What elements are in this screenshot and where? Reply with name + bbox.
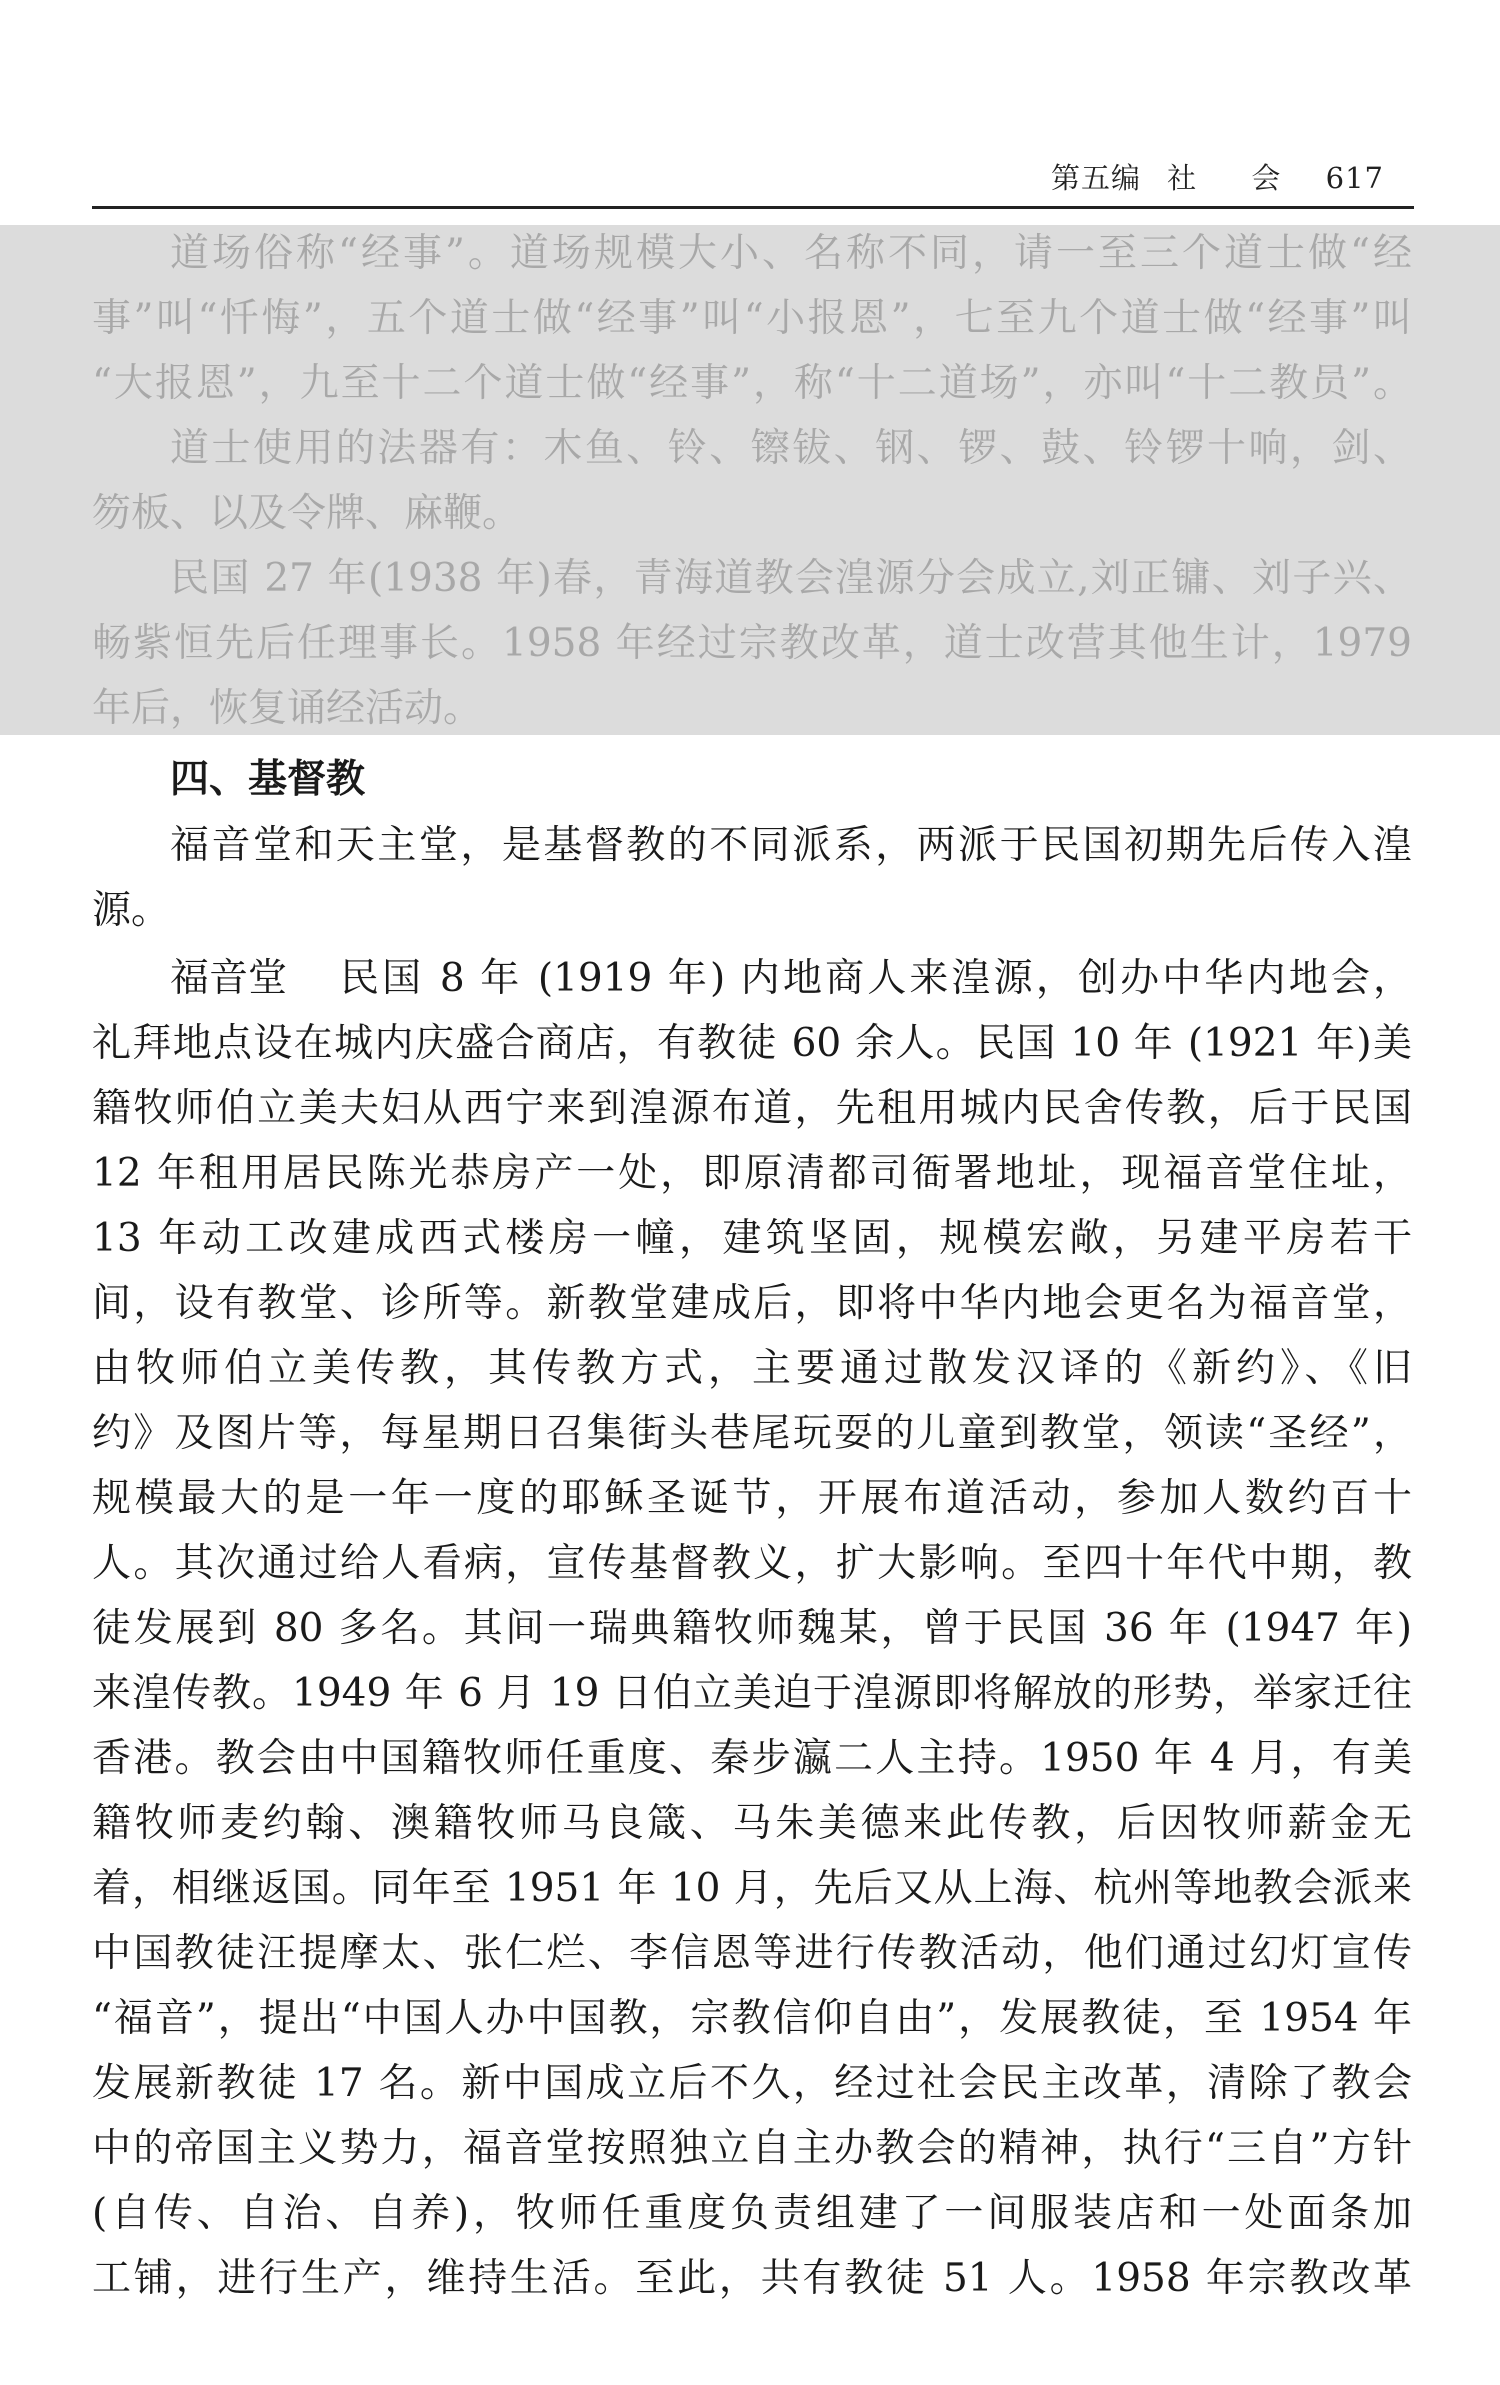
fuyintang-label: 福音堂 xyxy=(170,956,288,1001)
fuyintang-line-19: 中的帝国主义势力，福音堂按照独立自主办教会的精神，执行“三自”方针 xyxy=(92,2126,1412,2171)
intro-line-1: 福音堂和天主堂，是基督教的不同派系，两派于民国初期先后传入湟 xyxy=(170,823,1412,868)
fuyintang-line-4: 12 年租用居民陈光恭房产一处，即原清都司衙署地址，现福音堂住址， xyxy=(92,1151,1412,1196)
fuyintang-line-16: 中国教徒汪提摩太、张仁烂、李信恩等进行传教活动，他们通过幻灯宣传 xyxy=(92,1931,1412,1976)
fuyintang-line-5: 13 年动工改建成西式楼房一幢，建筑坚固，规模宏敞，另建平房若干 xyxy=(92,1216,1412,1261)
fuyintang-line-9: 规模最大的是一年一度的耶稣圣诞节，开展布道活动，参加人数约百十 xyxy=(92,1476,1412,1521)
fuyintang-first-line xyxy=(170,948,1412,1010)
daoism-line-5: 笏板、以及令牌、麻鞭。 xyxy=(92,491,522,536)
running-header xyxy=(92,150,1414,209)
daoism-line-7: 畅紫恒先后任理事长。1958 年经过宗教改革，道士改营其他生计，1979 xyxy=(92,621,1412,666)
daoism-line-2: 事”叫“忏悔”，五个道士做“经事”叫“小报恩”，七至九个道士做“经事”叫 xyxy=(92,296,1412,341)
fuyintang-line-13: 香港。教会由中国籍牧师任重度、秦步瀛二人主持。1950 年 4 月，有美 xyxy=(92,1736,1412,1781)
fuyintang-line-7: 由牧师伯立美传教，其传教方式，主要通过散发汉译的《新约》、《旧 xyxy=(92,1346,1412,1391)
header-text xyxy=(1035,156,1384,197)
fuyintang-line-14: 籍牧师麦约翰、澳籍牧师马良箴、马朱美德来此传教，后因牧师薪金无 xyxy=(92,1801,1412,1846)
daoism-line-3: “大报恩”，九至十二个道士做“经事”，称“十二道场”，亦叫“十二教员”。 xyxy=(92,361,1412,406)
daoism-line-4: 道士使用的法器有：木鱼、铃、镲钹、钢、锣、鼓、铃锣十响，剑、 xyxy=(170,426,1412,471)
fuyintang-line-12: 来湟传教。1949 年 6 月 19 日伯立美迫于湟源即将解放的形势，举家迁往 xyxy=(92,1671,1412,1716)
header-part: 第五编 xyxy=(1050,161,1141,195)
section-heading: 四、基督教 xyxy=(170,756,366,802)
fuyintang-line-6: 间，设有教堂、诊所等。新教堂建成后，即将中华内地会更名为福音堂， xyxy=(92,1281,1412,1326)
fuyintang-line-11: 徒发展到 80 多名。其间一瑞典籍牧师魏某，曾于民国 36 年 (1947 年) xyxy=(92,1606,1412,1651)
intro-line-2: 源。 xyxy=(92,888,171,933)
header-chapter-a: 社 xyxy=(1167,161,1198,195)
fuyintang-line-21: 工铺，进行生产，维持生活。至此，共有教徒 51 人。1958 年宗教改革 xyxy=(92,2256,1412,2301)
daoism-line-1: 道场俗称“经事”。道场规模大小、名称不同，请一至三个道士做“经 xyxy=(170,231,1412,276)
header-chapter-b: 会 xyxy=(1251,161,1282,195)
fuyintang-line-8: 约》及图片等，每星期日召集街头巷尾玩耍的儿童到教堂，领读“圣经”， xyxy=(92,1411,1412,1456)
fuyintang-line-1: 民国 8 年 (1919 年) 内地商人来湟源，创办中华内地会， xyxy=(340,956,1412,1001)
daoism-line-6: 民国 27 年(1938 年)春，青海道教会湟源分会成立,刘正镛、刘子兴、 xyxy=(170,556,1412,601)
fuyintang-line-15: 着，相继返国。同年至 1951 年 10 月，先后又从上海、杭州等地教会派来 xyxy=(92,1866,1412,1911)
fuyintang-line-2: 礼拜地点设在城内庆盛合商店，有教徒 60 余人。民国 10 年 (1921 年)美 xyxy=(92,1021,1412,1066)
fuyintang-line-20: (自传、自治、自养)，牧师任重度负责组建了一间服装店和一处面条加 xyxy=(92,2191,1412,2236)
fuyintang-line-18: 发展新教徒 17 名。新中国成立后不久，经过社会民主改革，清除了教会 xyxy=(92,2061,1412,2106)
daoism-line-8: 年后，恢复诵经活动。 xyxy=(92,686,483,731)
fuyintang-line-10: 人。其次通过给人看病，宣传基督教义，扩大影响。至四十年代中期，教 xyxy=(92,1541,1412,1586)
page-number: 617 xyxy=(1325,161,1384,195)
fuyintang-line-3: 籍牧师伯立美夫妇从西宁来到湟源布道，先租用城内民舍传教，后于民国 xyxy=(92,1086,1412,1131)
fuyintang-line-17: “福音”，提出“中国人办中国教，宗教信仰自由”，发展教徒，至 1954 年 xyxy=(92,1996,1412,2041)
